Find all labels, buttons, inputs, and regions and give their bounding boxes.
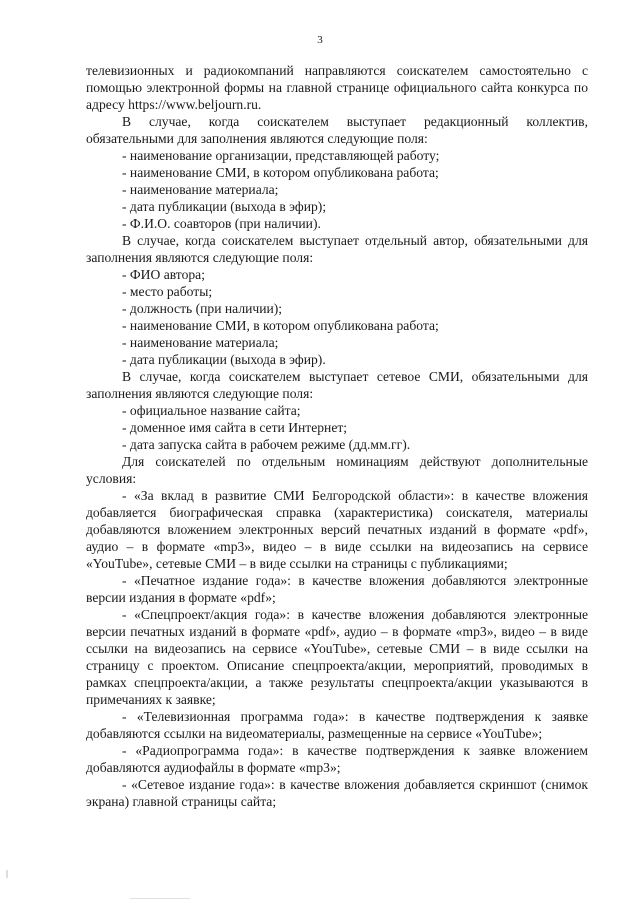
list-item: - наименование СМИ, в котором опубликована работа; <box>122 318 439 333</box>
list-item: - место работы; <box>122 284 213 299</box>
list-item: - доменное имя сайта в сети Интернет; <box>122 420 348 435</box>
paragraph: - «Сетевое издание года»: в качестве вложения добавляется скриншот (снимок экрана) главной страницы сайта; <box>86 777 588 809</box>
list-item: - должность (при наличии); <box>122 301 283 316</box>
paragraph: - «Телевизионная программа года»: в качестве подтверждения к заявке добавляются ссылки на видеоматериалы, размещенные на сервисе «YouTube»; <box>86 709 588 741</box>
paragraph: Для соискателей по отдельным номинациям действуют дополнительные условия: <box>86 454 588 486</box>
document-body <box>86 62 588 810</box>
list-item: - наименование организации, представляющей работу; <box>122 148 440 163</box>
list-item: - Ф.И.О. соавторов (при наличии). <box>122 216 321 231</box>
list-item: - дата запуска сайта в рабочем режиме (дд.мм.гг). <box>122 437 411 452</box>
scan-artifact <box>6 870 8 878</box>
list-item: - официальное название сайта; <box>122 403 301 418</box>
list-item: - ФИО автора; <box>122 267 205 282</box>
page-number: 3 <box>317 34 323 46</box>
list-item: - наименование СМИ, в котором опубликована работа; <box>122 165 439 180</box>
paragraph: - «Печатное издание года»: в качестве вложения добавляются электронные версии издания в формате «pdf»; <box>86 573 588 605</box>
paragraph: - «Спецпроект/акция года»: в качестве вложения добавляются электронные версии печатных изданий в формате «pdf», аудио – в формате «mp3», видео – в виде ссылки на видеозапись на сервисе «YouTube», сетевые СМИ – в виде ссылки на страницу с проектом. Описание спецпроекта/акции, мероприятий, проводимых в рамках спецпроекта/акции, а также результаты спецпроекта/акции указываются в примечаниях к заявке; <box>86 607 588 707</box>
scan-artifact <box>130 898 190 899</box>
paragraph: В случае, когда соискателем выступает редакционный коллектив, обязательными для заполнения являются следующие поля: <box>86 114 588 146</box>
list-item: - наименование материала; <box>122 182 279 197</box>
paragraph: телевизионных и радиокомпаний направляются соискателем самостоятельно с помощью электронной формы на главной странице официального сайта конкурса по адресу https://www.beljourn.ru. <box>86 63 588 112</box>
list-item: - наименование материала; <box>122 335 279 350</box>
list-item: - дата публикации (выхода в эфир); <box>122 199 327 214</box>
paragraph: - «За вклад в развитие СМИ Белгородской области»: в качестве вложения добавляется биографическая справка (характеристика) соискателя, материалы добавляются вложением электронных версий печатных изданий в формате «pdf», аудио – в формате «mp3», видео – в виде ссылки на видеозапись на сервисе «YouTube», сетевые СМИ – в виде ссылки на страницы с публикациями; <box>86 488 588 571</box>
paragraph: - «Радиопрограмма года»: в качестве подтверждения к заявке вложением добавляются аудиофайлы в формате «mp3»; <box>86 743 588 775</box>
paragraph: В случае, когда соискателем выступает сетевое СМИ, обязательными для заполнения являются следующие поля: <box>86 369 588 401</box>
list-item: - дата публикации (выхода в эфир). <box>122 352 326 367</box>
paragraph: В случае, когда соискателем выступает отдельный автор, обязательными для заполнения являются следующие поля: <box>86 233 588 265</box>
